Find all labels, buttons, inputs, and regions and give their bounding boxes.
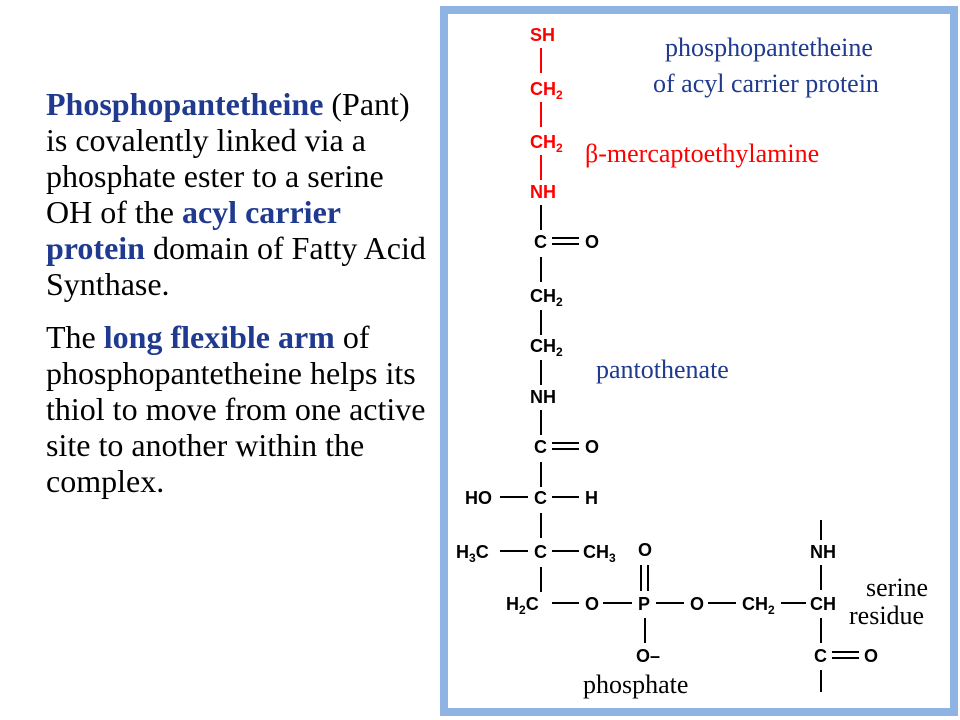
description-paragraph-2 [46,319,426,499]
atom-ch-serine: CH [810,594,836,614]
atom-ch2-1-ch: CH [530,79,556,99]
atom-ch2-2-sub: 2 [556,141,563,155]
atom-o-minus: O– [636,646,661,666]
mercaptoethylamine-text: -mercaptoethylamine [598,139,820,168]
atom-ch3-sub: 3 [609,551,616,565]
atom-ch3-ch: CH [583,542,609,562]
long-flexible-arm-term: long flexible arm [103,319,335,355]
paragraph-2-text-a: The [46,319,104,355]
atom-sh: SH [530,25,556,45]
atom-ch2-2-ch: CH [530,132,556,152]
atom-h: H [585,488,598,508]
atom-ch2-4 [530,336,563,359]
paragraph-1-text-b: domain of Fatty Acid Synthase. [46,230,426,302]
serine-label-line2: residue [849,601,925,630]
atom-nh-2: NH [530,387,556,407]
phosphate-label: phosphate [583,670,689,699]
atom-c-1: C [534,232,547,252]
title-label-line2: of acyl carrier protein [653,69,879,98]
atom-ch2-3 [530,286,563,309]
atom-o-ester2: O [690,594,705,614]
atom-nh-serine: NH [810,542,836,562]
beta-symbol: β [585,139,599,168]
atom-ch2-serine-sub: 2 [768,603,775,617]
atom-o-phosphoryl: O [638,540,653,560]
atom-c-serine: C [814,646,827,666]
title-label-line1: phosphopantetheine [665,33,873,62]
acyl-carrier-protein-term: acyl carrier protein [46,194,341,266]
atom-ch2-serine-ch: CH [742,594,768,614]
atom-ch2-3-sub: 2 [556,295,563,309]
atom-h2c-h: H [506,594,519,614]
atom-ch2-1 [530,79,563,102]
atom-h2c [506,594,539,617]
atom-o-1: O [585,232,600,252]
paragraph-1-text-a: (Pant) is covalently linked via a phosphate ester to a serine OH of the [46,86,410,230]
atom-o-2: O [585,437,600,457]
description-panel [46,86,426,499]
atom-h2c-c: C [525,594,539,614]
atom-h2c-sub: 2 [519,603,526,617]
atom-ch2-1-sub: 2 [556,88,563,102]
atom-ch2-4-ch: CH [530,336,556,356]
atom-ch2-4-sub: 2 [556,345,563,359]
serine-label-line1: serine [866,573,929,602]
atom-h3c-sub: 3 [469,551,476,565]
atom-ch2-3-ch: CH [530,286,556,306]
paragraph-2-text-b: of phosphopantetheine helps its thiol to move from one active site to another within the complex. [46,319,426,499]
structure-diagram-frame [440,6,958,716]
description-paragraph-1 [46,86,426,302]
phosphopantetheine-structure [440,6,958,716]
atom-h3c-h: H [456,542,469,562]
mercaptoethylamine-label [585,139,819,168]
phosphopantetheine-term: Phosphopantetheine [46,86,324,122]
atom-h3c [456,542,489,565]
atom-h3c-c: C [475,542,489,562]
atom-nh-1: NH [530,182,556,202]
atom-o-ester1: O [585,594,600,614]
atom-ho: HO [465,488,492,508]
pantothenate-label: pantothenate [596,355,729,384]
atom-o-serine: O [864,646,879,666]
atom-c-4: C [534,542,547,562]
atom-ch3 [583,542,616,565]
atom-c-3: C [534,488,547,508]
atom-c-2: C [534,437,547,457]
atom-p: P [638,594,651,614]
atom-ch2-2 [530,132,563,155]
atom-ch2-serine [742,594,775,617]
